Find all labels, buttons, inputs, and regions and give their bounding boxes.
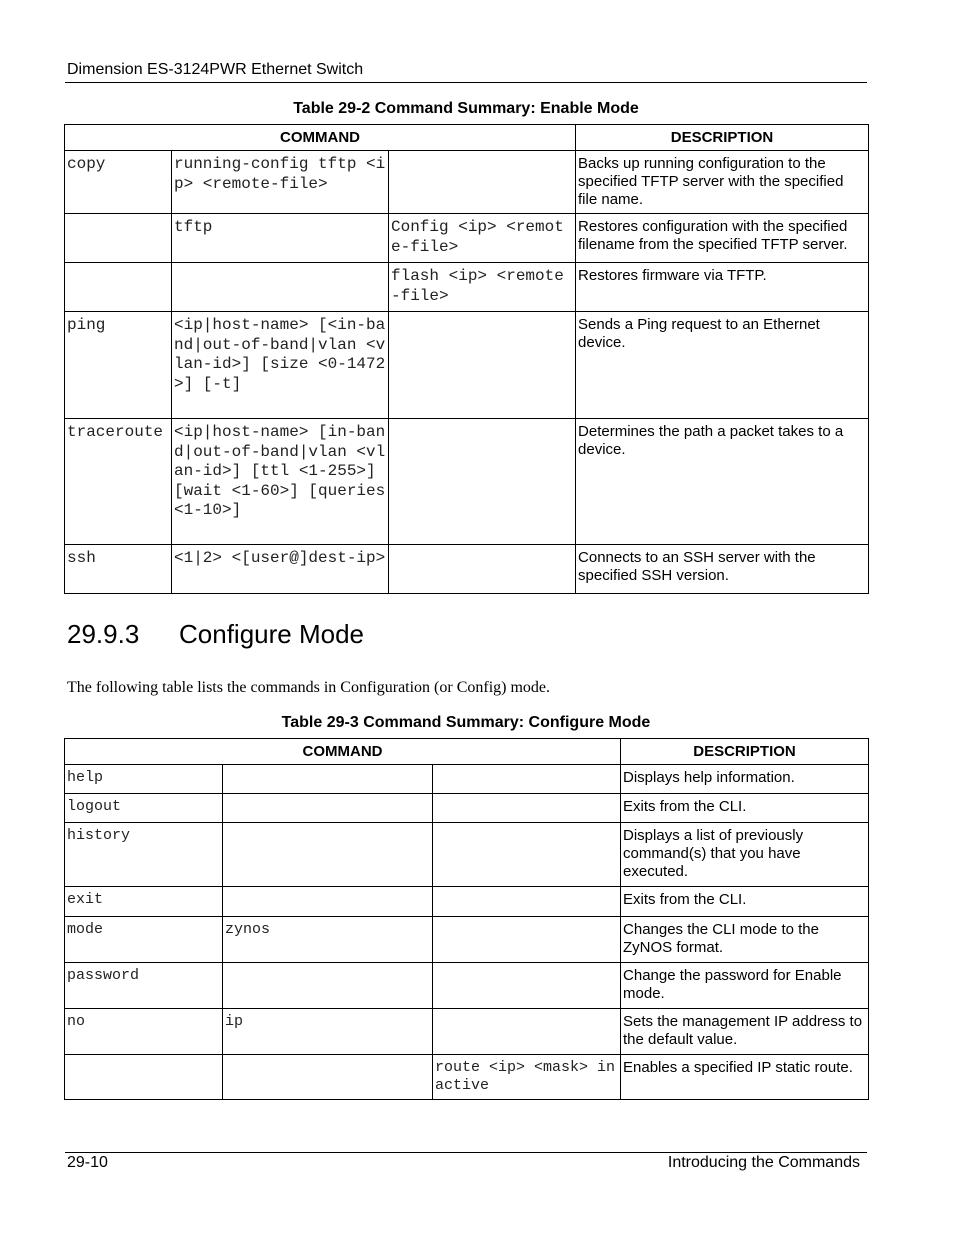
command-header: COMMAND (65, 125, 576, 151)
argument-cell (172, 263, 389, 312)
argument-cell (223, 963, 433, 1009)
description-cell: Enables a specified IP static route. (621, 1055, 869, 1100)
table-row (65, 214, 869, 263)
argument-cell (223, 1055, 433, 1100)
table-row (65, 963, 869, 1009)
table-row (65, 263, 869, 312)
argument-cell: running-config tftp <ip> <remote-file> (172, 151, 389, 214)
table-caption: Table 29-3 Command Summary: Configure Mode (281, 714, 651, 731)
description-cell: Change the password for Enable mode. (621, 963, 869, 1009)
command-cell: help (65, 765, 223, 794)
table-row (65, 419, 869, 545)
argument-cell: <ip|host-name> [in-band|out-of-band|vlan <vlan-id>] [ttl <1-255>] [wait <1-60>] [queries <1-10>] (172, 419, 389, 545)
argument-cell (223, 765, 433, 794)
section-number: 29.9.3 (67, 619, 140, 649)
command-cell (65, 263, 172, 312)
command-cell: ping (65, 312, 172, 419)
table-row (65, 1009, 869, 1055)
description-cell: Restores firmware via TFTP. (576, 263, 869, 312)
command-cell (65, 214, 172, 263)
description-cell: Determines the path a packet takes to a device. (576, 419, 869, 545)
subargument-cell (433, 963, 621, 1009)
subargument-cell: route <ip> <mask> inactive (433, 1055, 621, 1100)
section-heading (67, 619, 364, 650)
command-cell: ssh (65, 545, 172, 594)
table-row (65, 917, 869, 963)
table-row (65, 151, 869, 214)
description-cell: Exits from the CLI. (621, 887, 869, 917)
description-cell: Changes the CLI mode to the ZyNOS format. (621, 917, 869, 963)
table-row (65, 765, 869, 794)
command-cell: exit (65, 887, 223, 917)
table-row (65, 1055, 869, 1100)
command-cell: no (65, 1009, 223, 1055)
description-header: DESCRIPTION (621, 739, 869, 765)
argument-cell: ip (223, 1009, 433, 1055)
table-row (65, 794, 869, 823)
argument-cell: zynos (223, 917, 433, 963)
table-row (65, 312, 869, 419)
chapter-title: Introducing the Commands (667, 1154, 860, 1171)
subargument-cell (433, 823, 621, 887)
subargument-cell (433, 765, 621, 794)
command-cell: logout (65, 794, 223, 823)
table-row (65, 823, 869, 887)
argument-cell: <1|2> <[user@]dest-ip> (172, 545, 389, 594)
argument-cell (223, 887, 433, 917)
subargument-cell (433, 1009, 621, 1055)
running-header: Dimension ES-3124PWR Ethernet Switch (67, 61, 364, 78)
section-title: Configure Mode (179, 619, 364, 649)
command-cell: mode (65, 917, 223, 963)
table-caption: Table 29-2 Command Summary: Enable Mode (293, 100, 639, 117)
table-header-row (65, 125, 869, 151)
table-row (65, 545, 869, 594)
subargument-cell (389, 151, 576, 214)
description-cell: Exits from the CLI. (621, 794, 869, 823)
description-cell: Sends a Ping request to an Ethernet device. (576, 312, 869, 419)
command-cell: traceroute (65, 419, 172, 545)
description-cell: Restores configuration with the specified filename from the specified TFTP server. (576, 214, 869, 263)
subargument-cell (389, 419, 576, 545)
command-cell: history (65, 823, 223, 887)
subargument-cell (389, 545, 576, 594)
description-cell: Backs up running configuration to the specified TFTP server with the specified file name. (576, 151, 869, 214)
configure-mode-table (64, 738, 869, 1100)
command-cell (65, 1055, 223, 1100)
subargument-cell (433, 887, 621, 917)
argument-cell (223, 794, 433, 823)
command-header: COMMAND (65, 739, 621, 765)
subargument-cell (433, 917, 621, 963)
command-cell: password (65, 963, 223, 1009)
argument-cell: <ip|host-name> [<in-band|out-of-band|vlan <vlan-id>] [size <0-1472>] [-t] (172, 312, 389, 419)
subargument-cell (389, 312, 576, 419)
argument-cell: tftp (172, 214, 389, 263)
table-row (65, 887, 869, 917)
command-cell: copy (65, 151, 172, 214)
subargument-cell (433, 794, 621, 823)
intro-paragraph: The following table lists the commands in Configuration (or Config) mode. (67, 679, 551, 696)
table-header-row (65, 739, 869, 765)
description-cell: Sets the management IP address to the default value. (621, 1009, 869, 1055)
description-cell: Displays help information. (621, 765, 869, 794)
subargument-cell: flash <ip> <remote-file> (389, 263, 576, 312)
footer-rule (65, 1152, 867, 1153)
argument-cell (223, 823, 433, 887)
page-number: 29-10 (67, 1154, 108, 1171)
description-cell: Connects to an SSH server with the specified SSH version. (576, 545, 869, 594)
enable-mode-table (64, 124, 869, 594)
subargument-cell: Config <ip> <remote-file> (389, 214, 576, 263)
description-header: DESCRIPTION (576, 125, 869, 151)
header-rule (65, 82, 867, 83)
description-cell: Displays a list of previously command(s) that you have executed. (621, 823, 869, 887)
